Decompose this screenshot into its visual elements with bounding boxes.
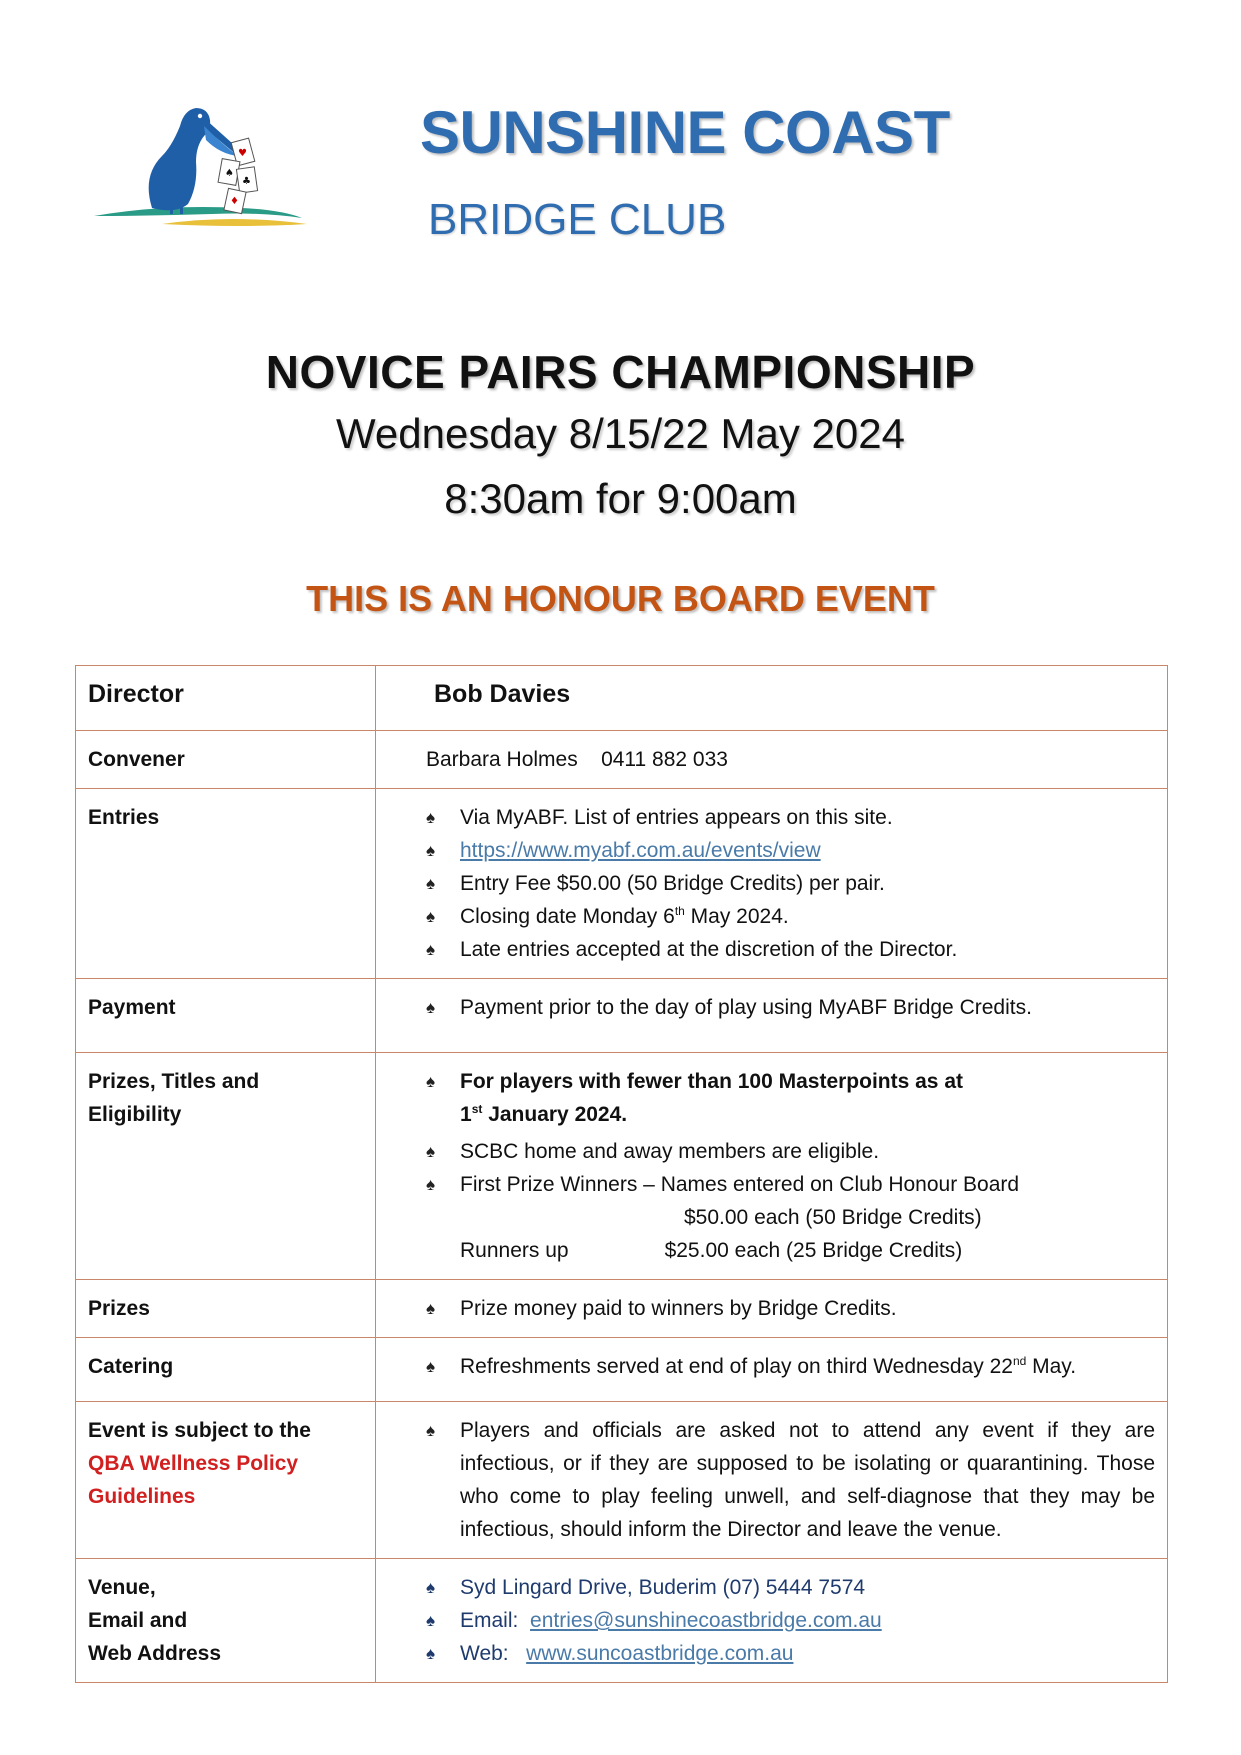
- spade-icon: ♠: [426, 998, 436, 1017]
- spade-icon: ♠: [426, 1299, 436, 1318]
- prizes-value: [376, 1280, 1168, 1338]
- entries-label-text: Entries: [88, 806, 160, 829]
- list-item: [426, 900, 1155, 933]
- catering-value: [376, 1338, 1168, 1402]
- director-value: [376, 666, 1168, 731]
- payment-label-text: Payment: [88, 996, 176, 1019]
- table-row-wellness: [76, 1402, 1168, 1559]
- entries-item-text: Late entries accepted at the discretion of the Director.: [460, 938, 958, 961]
- qba-wellness-guidelines-link[interactable]: Guidelines: [88, 1485, 196, 1508]
- convener-label-text: Convener: [88, 748, 185, 771]
- prizes-titles-label-line: Eligibility: [88, 1103, 182, 1126]
- event-title: NOVICE PAIRS CHAMPIONSHIP: [265, 346, 976, 398]
- eligibility-text: For players with fewer than 100 Masterpoints as at: [460, 1070, 963, 1093]
- list-item: [426, 933, 1155, 966]
- table-row-catering: [76, 1338, 1168, 1402]
- spade-icon: ♠: [426, 1357, 436, 1376]
- prizes-titles-label-line: Prizes, Titles and: [88, 1070, 260, 1093]
- table-row-director: [76, 666, 1168, 731]
- table-row-venue: [76, 1559, 1168, 1683]
- club-logo: [92, 96, 312, 246]
- spade-icon: ♠: [426, 1644, 436, 1663]
- prizes-label-text: Prizes: [88, 1297, 150, 1320]
- web-label: Web:: [460, 1642, 527, 1665]
- spade-icon: ♠: [426, 808, 436, 827]
- venue-label-line: Email and: [88, 1609, 188, 1632]
- table-row-prizes: [76, 1280, 1168, 1338]
- runners-up-line: [426, 1234, 1155, 1267]
- spade-icon: ♠: [426, 907, 436, 926]
- list-item: [426, 1292, 1155, 1325]
- list-item: [426, 1571, 1155, 1604]
- payment-label: [76, 979, 376, 1053]
- convener-value: [376, 731, 1168, 789]
- eligibility-text: SCBC home and away members are eligible.: [460, 1140, 880, 1163]
- club-name: SUNSHINE COAST: [420, 99, 950, 166]
- prizes-titles-label: [76, 1053, 376, 1280]
- list-item: [426, 1168, 1155, 1201]
- list-item: [426, 801, 1155, 834]
- spade-icon: ♠: [426, 874, 436, 893]
- convener-label: [76, 731, 376, 789]
- catering-label-text: Catering: [88, 1355, 174, 1378]
- list-item: [426, 1135, 1155, 1168]
- entries-value: [376, 789, 1168, 979]
- ordinal-suffix: st: [471, 1102, 483, 1116]
- ordinal-suffix: th: [674, 904, 685, 918]
- myabf-events-link[interactable]: https://www.myabf.com.au/events/view: [460, 839, 821, 862]
- spade-icon: ♠: [426, 1175, 436, 1194]
- spade-icon: ♠: [426, 841, 436, 860]
- svg-text:♣: ♣: [242, 176, 251, 187]
- table-row-payment: [76, 979, 1168, 1053]
- list-item: [426, 1604, 1155, 1637]
- eligibility-text: 1: [460, 1103, 472, 1126]
- eligibility-text: January 2024.: [482, 1103, 628, 1126]
- venue-label-line: Venue,: [88, 1576, 156, 1599]
- catering-item-text: May.: [1026, 1355, 1077, 1378]
- first-prize-amount: $50.00 each (50 Bridge Credits): [684, 1206, 982, 1229]
- event-info-table: [75, 665, 1168, 1683]
- entries-item-text: Entry Fee $50.00 (50 Bridge Credits) per pair.: [460, 872, 885, 895]
- prizes-item-text: Prize money paid to winners by Bridge Credits.: [460, 1297, 897, 1320]
- wellness-label: [76, 1402, 376, 1559]
- qba-wellness-policy-link[interactable]: QBA Wellness Policy: [88, 1452, 299, 1475]
- wellness-value: [376, 1402, 1168, 1559]
- list-item: [426, 1065, 1155, 1131]
- catering-item-text: Refreshments served at end of play on third Wednesday 22: [460, 1355, 1013, 1378]
- event-time: 8:30am for 9:00am: [444, 475, 797, 522]
- website-link[interactable]: www.suncoastbridge.com.au: [526, 1642, 794, 1665]
- venue-address: Syd Lingard Drive, Buderim (07) 5444 7574: [460, 1576, 866, 1599]
- wellness-label-line: Event is subject to the: [88, 1419, 311, 1442]
- table-row-prizes-titles: [76, 1053, 1168, 1280]
- svg-text:♥: ♥: [238, 148, 247, 159]
- spade-icon: ♠: [426, 1611, 436, 1630]
- entries-item-text: Via MyABF. List of entries appears on this site.: [460, 806, 893, 829]
- table-row-convener: [76, 731, 1168, 789]
- spade-icon: ♠: [426, 1142, 436, 1161]
- venue-value: [376, 1559, 1168, 1683]
- ordinal-suffix: nd: [1012, 1354, 1027, 1368]
- director-label: [76, 666, 376, 731]
- email-link[interactable]: entries@sunshinecoastbridge.com.au: [530, 1609, 882, 1632]
- payment-item-text: Payment prior to the day of play using MyABF Bridge Credits.: [460, 996, 1032, 1019]
- spade-icon: ♠: [426, 1421, 436, 1440]
- entries-label: [76, 789, 376, 979]
- svg-text:♠: ♠: [225, 168, 234, 179]
- spade-icon: ♠: [426, 940, 436, 959]
- payment-value: [376, 979, 1168, 1053]
- venue-label: [76, 1559, 376, 1683]
- list-item: [426, 834, 1155, 867]
- event-dates: Wednesday 8/15/22 May 2024: [336, 410, 905, 457]
- list-item: [426, 867, 1155, 900]
- director-label-text: Director: [88, 680, 184, 708]
- list-item: [426, 1414, 1155, 1546]
- entries-item-text: Closing date Monday 6: [460, 905, 675, 928]
- spade-icon: ♠: [426, 1578, 436, 1597]
- runners-up-label: Runners up: [460, 1239, 569, 1262]
- prizes-label: [76, 1280, 376, 1338]
- email-label: Email:: [460, 1609, 531, 1632]
- prizes-titles-value: [376, 1053, 1168, 1280]
- entries-item-text: May 2024.: [684, 905, 789, 928]
- svg-text:♦: ♦: [230, 196, 239, 207]
- catering-label: [76, 1338, 376, 1402]
- first-prize-text: First Prize Winners – Names entered on Club Honour Board: [460, 1173, 1020, 1196]
- list-item: [426, 1350, 1155, 1383]
- convener-name-phone: Barbara Holmes 0411 882 033: [426, 748, 728, 771]
- club-subtitle: BRIDGE CLUB: [428, 195, 727, 244]
- list-item: [426, 991, 1155, 1024]
- director-name: Bob Davies: [434, 680, 571, 708]
- table-row-entries: [76, 789, 1168, 979]
- venue-label-line: Web Address: [88, 1642, 222, 1665]
- spade-icon: ♠: [426, 1072, 436, 1091]
- honour-board-notice: THIS IS AN HONOUR BOARD EVENT: [306, 578, 935, 619]
- runners-up-amount: $25.00 each (25 Bridge Credits): [664, 1239, 963, 1262]
- list-item: [426, 1637, 1155, 1670]
- wellness-item-text: Players and officials are asked not to attend any event if they are infectious, or if they are supposed to be isolating or quarantining. Those who come to play feeling unwell, and self-diagnose that they may be infectious, should inform the Director and leave the venue.: [460, 1419, 1155, 1541]
